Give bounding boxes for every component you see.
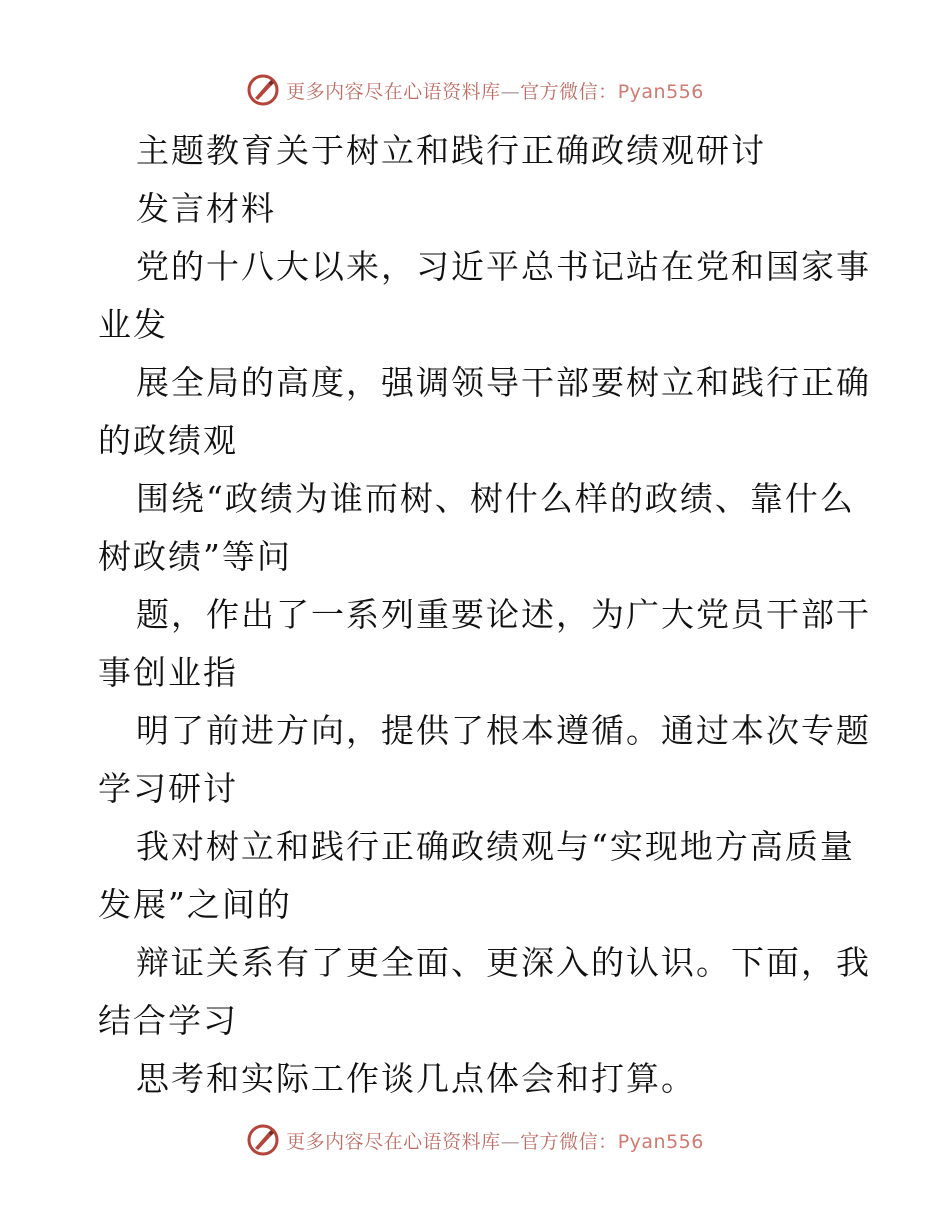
watermark-official: 官方微信： bbox=[520, 80, 618, 103]
document-text-line: 事创业指 bbox=[98, 653, 238, 692]
document-text-line: 我对树立和践行正确政绩观与“实现地方高质量 bbox=[136, 827, 855, 866]
watermark-main: 更多内容尽在心语资料库 bbox=[286, 1130, 501, 1153]
watermark-text bbox=[286, 1127, 704, 1154]
watermark-main: 更多内容尽在心语资料库 bbox=[286, 80, 501, 103]
document-text-line: 学习研讨 bbox=[98, 769, 238, 808]
document-text-line: 树政绩”等问 bbox=[98, 537, 292, 576]
pen-seal-logo-icon bbox=[246, 1123, 280, 1157]
watermark-id: Pyan556 bbox=[617, 80, 704, 103]
document-body bbox=[98, 122, 871, 1108]
document-text-line: 发展”之间的 bbox=[98, 885, 292, 924]
watermark-official: 官方微信： bbox=[520, 1130, 618, 1153]
header-watermark bbox=[0, 70, 950, 110]
document-text-line: 明了前进方向，提供了根本遵循。通过本次专题 bbox=[136, 711, 871, 750]
watermark-text bbox=[286, 77, 704, 104]
document-text-line: 党的十八大以来，习近平总书记站在党和国家事 bbox=[136, 247, 871, 286]
watermark-separator: — bbox=[500, 1130, 521, 1153]
watermark-separator: — bbox=[500, 80, 521, 103]
document-text-line: 围绕“政绩为谁而树、树什么样的政绩、靠什么 bbox=[136, 479, 855, 518]
document-text-line: 展全局的高度，强调领导干部要树立和践行正确 bbox=[136, 363, 871, 402]
document-title-line: 主题教育关于树立和践行正确政绩观研讨 bbox=[136, 131, 766, 170]
watermark-id: Pyan556 bbox=[617, 1130, 704, 1153]
document-text-line: 结合学习 bbox=[98, 1001, 238, 1040]
document-text-line: 思考和实际工作谈几点体会和打算。 bbox=[136, 1059, 696, 1098]
footer-watermark bbox=[0, 1120, 950, 1160]
document-text-line: 辩证关系有了更全面、更深入的认识。下面，我 bbox=[136, 943, 871, 982]
document-text-line: 的政绩观 bbox=[98, 421, 238, 460]
document-text-line: 发言材料 bbox=[136, 189, 276, 228]
pen-seal-logo-icon bbox=[246, 73, 280, 107]
document-text-line: 业发 bbox=[98, 305, 168, 344]
document-text-line: 题，作出了一系列重要论述，为广大党员干部干 bbox=[136, 595, 871, 634]
